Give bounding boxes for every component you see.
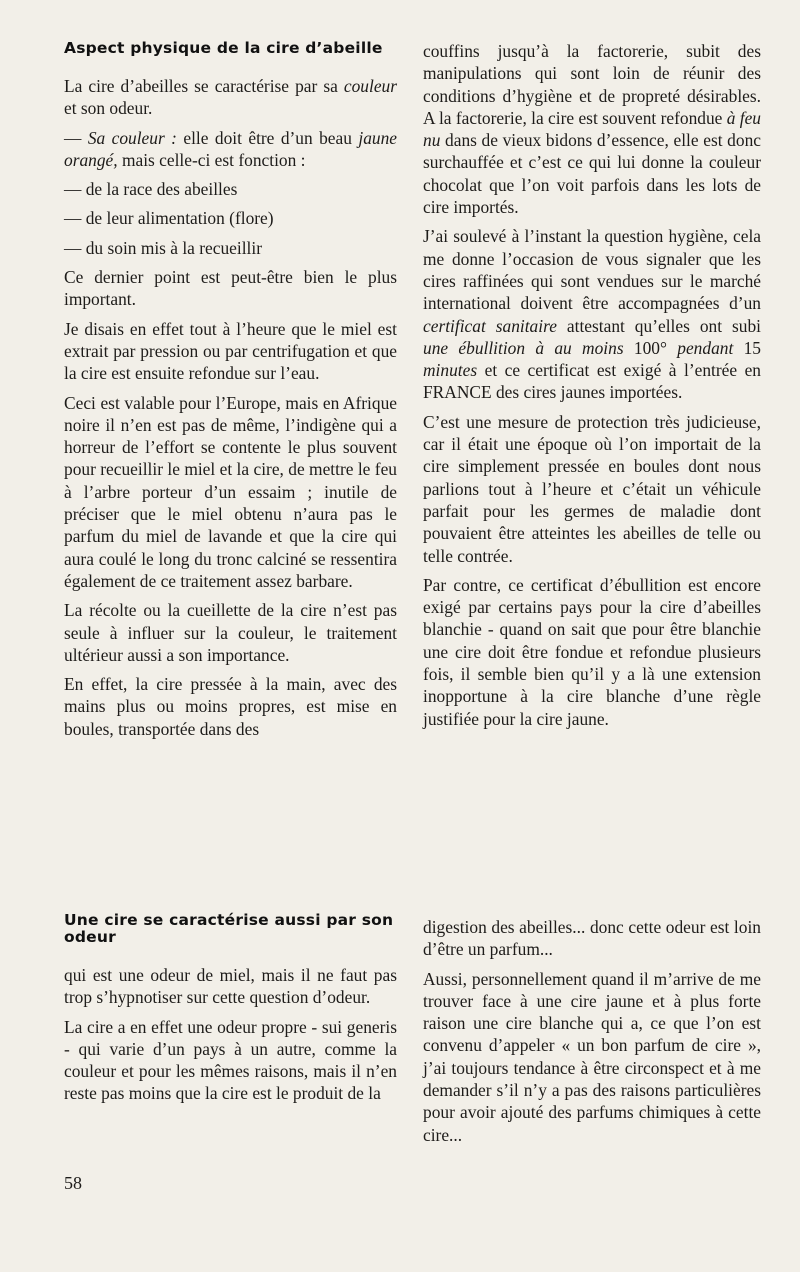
italic-text-run: Sa couleur : — [87, 127, 177, 148]
bottom-right-column — [423, 916, 761, 1146]
text-run: — de la race des abeilles — [64, 179, 238, 200]
paragraph — [64, 673, 397, 740]
text-run: J’ai soulevé à l’instant la question hygiène, cela me donne l’occasion de vous signaler que les cires raffinées qui sont vendues sur le marché international doivent être accompagnées d’un — [423, 226, 761, 314]
paragraph — [423, 916, 761, 961]
italic-text-run: jaune orangé, — [64, 127, 397, 170]
top-right-text — [423, 40, 761, 730]
text-run: — du soin mis à la recueillir — [64, 237, 263, 258]
top-right-column — [423, 40, 761, 730]
top-left-column — [64, 40, 397, 740]
paragraph — [64, 266, 397, 311]
paragraph — [64, 178, 397, 200]
text-run: mais celle-ci est fonction : — [117, 149, 306, 170]
paragraph — [64, 127, 397, 172]
italic-text-run: à feu nu — [423, 107, 762, 151]
italic-text-run: couleur — [343, 76, 397, 96]
text-run: attestant qu’elles ont subi — [556, 315, 761, 336]
text-run: elle doit être d’un beau — [176, 127, 359, 148]
paragraph — [64, 237, 397, 259]
paragraph — [423, 411, 761, 567]
page-number: 58 — [64, 1173, 82, 1193]
text-run: En effet, la cire pressée à la main, avec des mains plus ou moins propres, est mise en boules, transportée dans des — [64, 674, 397, 739]
paragraph — [64, 75, 397, 120]
paragraph — [64, 207, 397, 229]
text-run: 100° — [623, 337, 678, 358]
italic-text-run: minutes — [423, 360, 478, 381]
text-run: C’est une mesure de protection très judicieuse, car il était une époque où l’on importait de la cire simplement pressée en boules dont nous parlions tout à l’heure et c’était un véhicule parfait pour les germes de maladie dont pouvaient être atteintes les abeilles de telle ou telle contrée. — [423, 411, 761, 566]
bottom-right-text — [423, 916, 761, 1146]
top-left-text — [64, 75, 397, 740]
paragraph — [423, 40, 761, 218]
paragraph — [64, 1016, 397, 1105]
text-run: Ceci est valable pour l’Europe, mais en Afrique noire il n’en est pas de même, l’indigène qui a horreur de l’effort se contente le plus souvent pour recueillir le miel et la cire, de mettre le feu à l’arbre porteur d’un essaim ; inutile de préciser que le miel obtenu n’aura pas le parfum du miel de lavande et que la cire qui aura coulé le long du tronc calciné se ressentira également de ce traitement assez barbare. — [64, 392, 397, 591]
text-run: La cire a en effet une odeur propre - sui generis - qui varie d’un pays à un autre, comme la couleur et pour les mêmes raisons, mais il n’en reste pas moins que la cire est le produit de la — [64, 1016, 397, 1104]
italic-text-run: pendant — [677, 337, 734, 358]
text-run: Ce dernier point est peut-être bien le plus important. — [64, 267, 397, 310]
paragraph — [64, 318, 397, 385]
paragraph — [64, 392, 397, 593]
text-run: couffins jusqu’à la factorerie, subit des manipulations qui sont loin de réunir des conditions d’hygiène et de propreté désirables. A la factorerie, la cire est souvent refondue — [423, 41, 761, 128]
paragraph — [64, 964, 397, 1009]
bottom-left-column — [64, 912, 397, 1105]
paragraph — [423, 574, 761, 730]
text-run: et ce certificat est exigé à l’entrée en FRANCE des cires jaunes importées. — [423, 360, 761, 403]
section-heading-odor: Une cire se caractérise aussi par son odeur — [64, 911, 394, 946]
text-run: et son odeur. — [64, 98, 153, 119]
text-run: — de leur alimentation (flore) — [64, 208, 274, 229]
text-run: La récolte ou la cueillette de la cire n’est pas seule à influer sur la couleur, le traitement ultérieur aussi a son importance. — [64, 600, 397, 665]
text-run: dans de vieux bidons d’essence, elle est donc surchauffée et c’est ce qui lui donne la couleur chocolat que l’on voit parfois dans les lots de cire importés. — [423, 130, 761, 218]
paragraph — [64, 599, 397, 666]
text-run: — — [64, 127, 88, 148]
bottom-left-text — [64, 964, 397, 1105]
text-run: Aussi, personnellement quand il m’arrive de me trouver face à une cire jaune et à plus forte raison une cire blanche qui a, ce que l’on est convenu d’appeler « un bon parfum de cire », j’ai toujours tendance à être circonspect et à me demander s’il n’y a pas des raisons particulières pour avoir ajouté des parfums chimiques à cette cire... — [423, 968, 761, 1145]
text-run: qui est une odeur de miel, mais il ne faut pas trop s’hypnotiser sur cette question d’odeur. — [64, 965, 397, 1008]
paragraph — [423, 225, 761, 403]
text-run: 15 — [733, 337, 761, 358]
paragraph — [423, 968, 761, 1146]
text-run: Je disais en effet tout à l’heure que le miel est extrait par pression ou par centrifugation et que la cire est ensuite refondue sur l’eau. — [64, 318, 397, 384]
italic-text-run: une ébullition à au moins — [423, 337, 624, 358]
text-run: Par contre, ce certificat d’ébullition est encore exigé par certains pays pour la cire d’abeilles blanchie - quand on sait que pour être blanchie une cire doit être fondue et refondue plusieurs fois, il semble bien qu’il y a là une extension inopportune à la cire blanche d’une règle justifiée pour la cire jaune. — [423, 574, 761, 729]
section-heading-appearance: Aspect physique de la cire d’abeille — [64, 39, 383, 57]
text-run: digestion des abeilles... donc cette odeur est loin d’être un parfum... — [423, 917, 761, 960]
text-run: La cire d’abeilles se caractérise par sa — [64, 76, 344, 96]
italic-text-run: certificat sanitaire — [423, 315, 557, 336]
